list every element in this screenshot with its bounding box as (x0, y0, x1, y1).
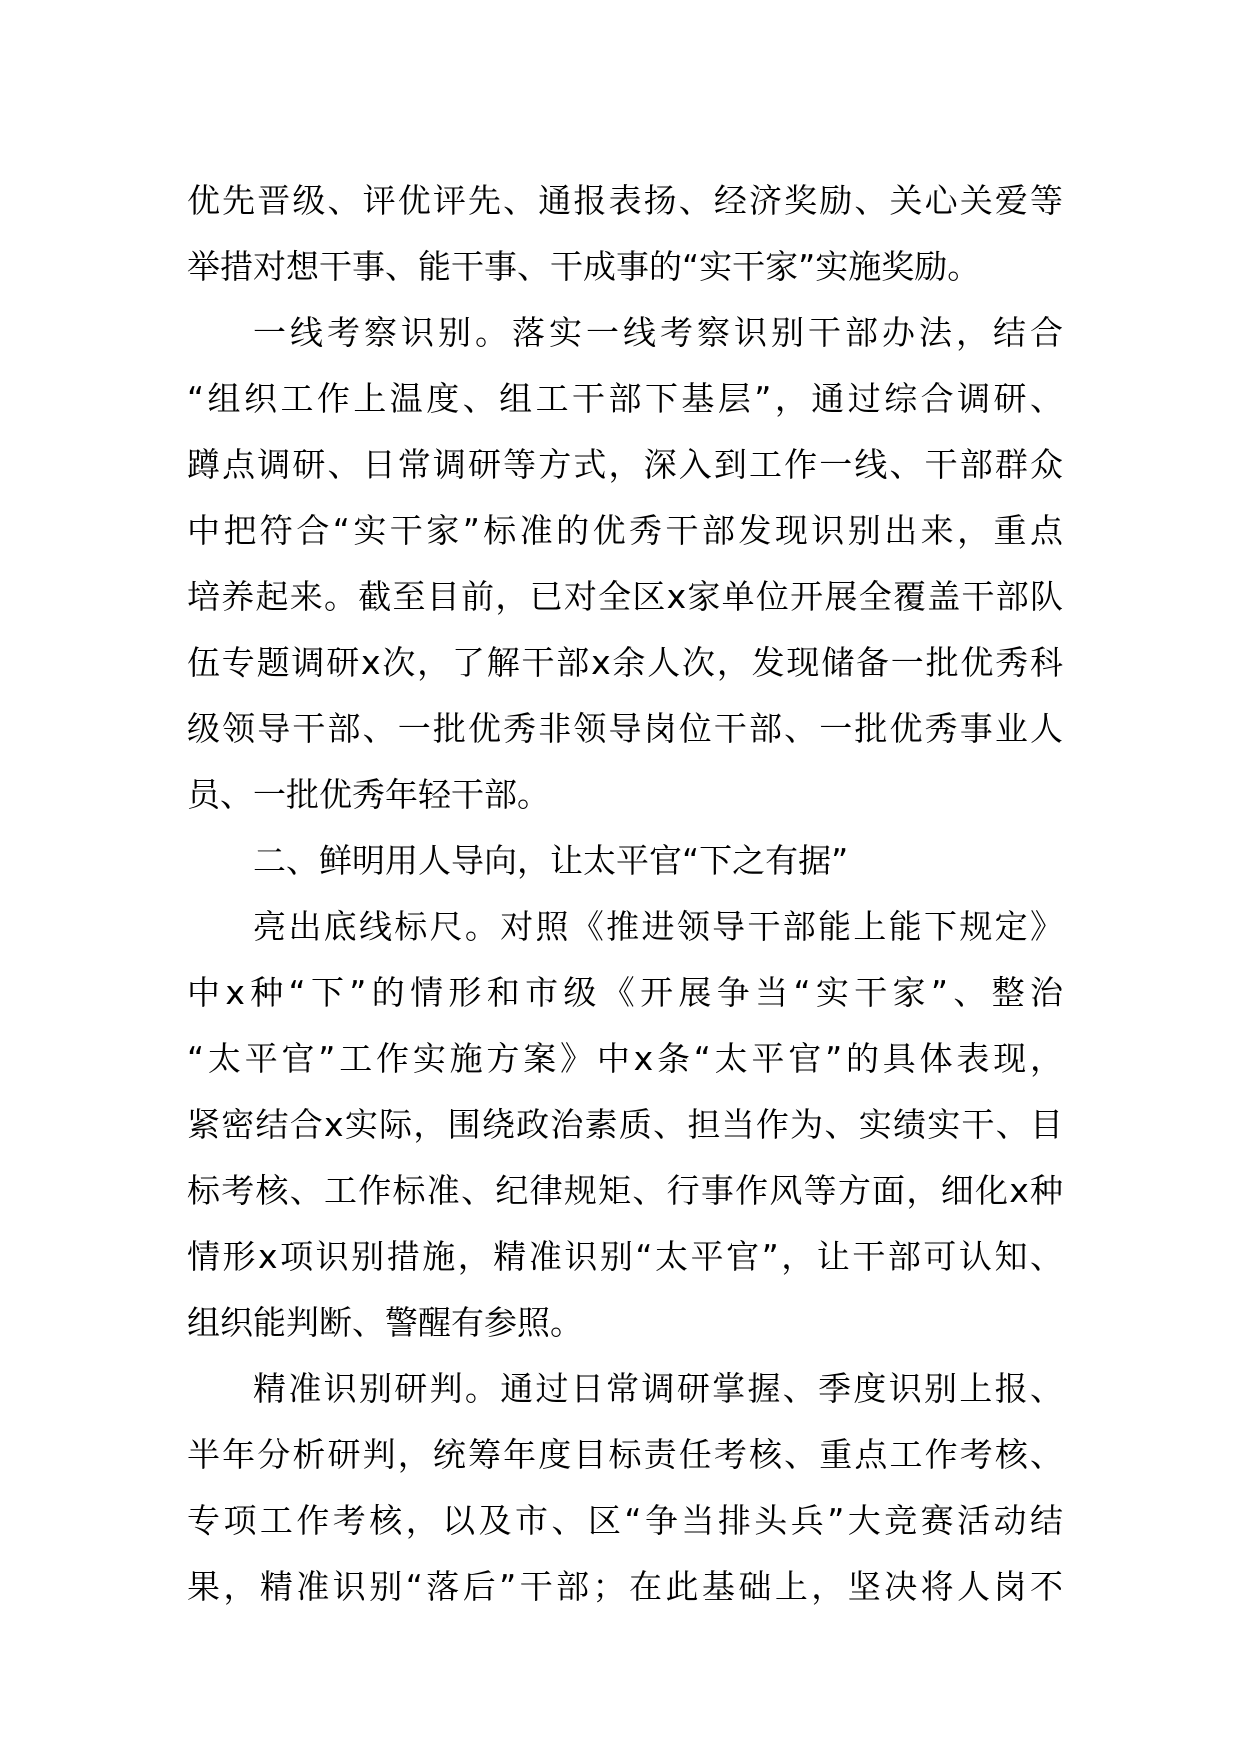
text-line: 优先晋级、评优评先、通报表扬、经济奖励、关心关爱等 (187, 181, 1063, 220)
text-line: 紧密结合x实际，围绕政治素质、担当作为、实绩实干、目 (187, 1105, 1063, 1144)
text-line: 伍专题调研x次，了解干部x余人次，发现储备一批优秀科 (187, 643, 1063, 682)
paragraph-first-line: 亮出底线标尺。对照《推进领导干部能上能下规定》 (253, 907, 1063, 946)
section-heading: 二、鲜明用人导向，让太平官“下之有据” (253, 841, 849, 880)
text-line: “太平官”工作实施方案》中x条“太平官”的具体表现， (187, 1039, 1063, 1078)
text-line: 员、一批优秀年轻干部。 (187, 775, 550, 814)
text-line: 标考核、工作标准、纪律规矩、行事作风等方面，细化x种 (187, 1171, 1063, 1210)
body-text (187, 168, 1063, 1620)
text-line: 中把符合“实干家”标准的优秀干部发现识别出来，重点 (187, 511, 1063, 550)
text-line: 中x种“下”的情形和市级《开展争当“实干家”、整治 (187, 973, 1063, 1012)
text-line: 级领导干部、一批优秀非领导岗位干部、一批优秀事业人 (187, 709, 1063, 748)
text-line: 果，精准识别“落后”干部；在此基础上，坚决将人岗不 (187, 1567, 1063, 1606)
text-line: 蹲点调研、日常调研等方式，深入到工作一线、干部群众 (187, 445, 1063, 484)
paragraph-first-line: 精准识别研判。通过日常调研掌握、季度识别上报、 (253, 1369, 1063, 1408)
text-line: 培养起来。截至目前，已对全区x家单位开展全覆盖干部队 (187, 577, 1063, 616)
text-line: 举措对想干事、能干事、干成事的“实干家”实施奖励。 (187, 247, 981, 286)
paragraph-first-line: 一线考察识别。落实一线考察识别干部办法，结合 (253, 313, 1063, 352)
text-line: “组织工作上温度、组工干部下基层”，通过综合调研、 (187, 379, 1063, 418)
text-line: 半年分析研判，统筹年度目标责任考核、重点工作考核、 (187, 1435, 1063, 1474)
text-line: 组织能判断、警醒有参照。 (187, 1303, 583, 1342)
text-line: 情形x项识别措施，精准识别“太平官”，让干部可认知、 (187, 1237, 1063, 1276)
text-line: 专项工作考核，以及市、区“争当排头兵”大竞赛活动结 (187, 1501, 1063, 1540)
